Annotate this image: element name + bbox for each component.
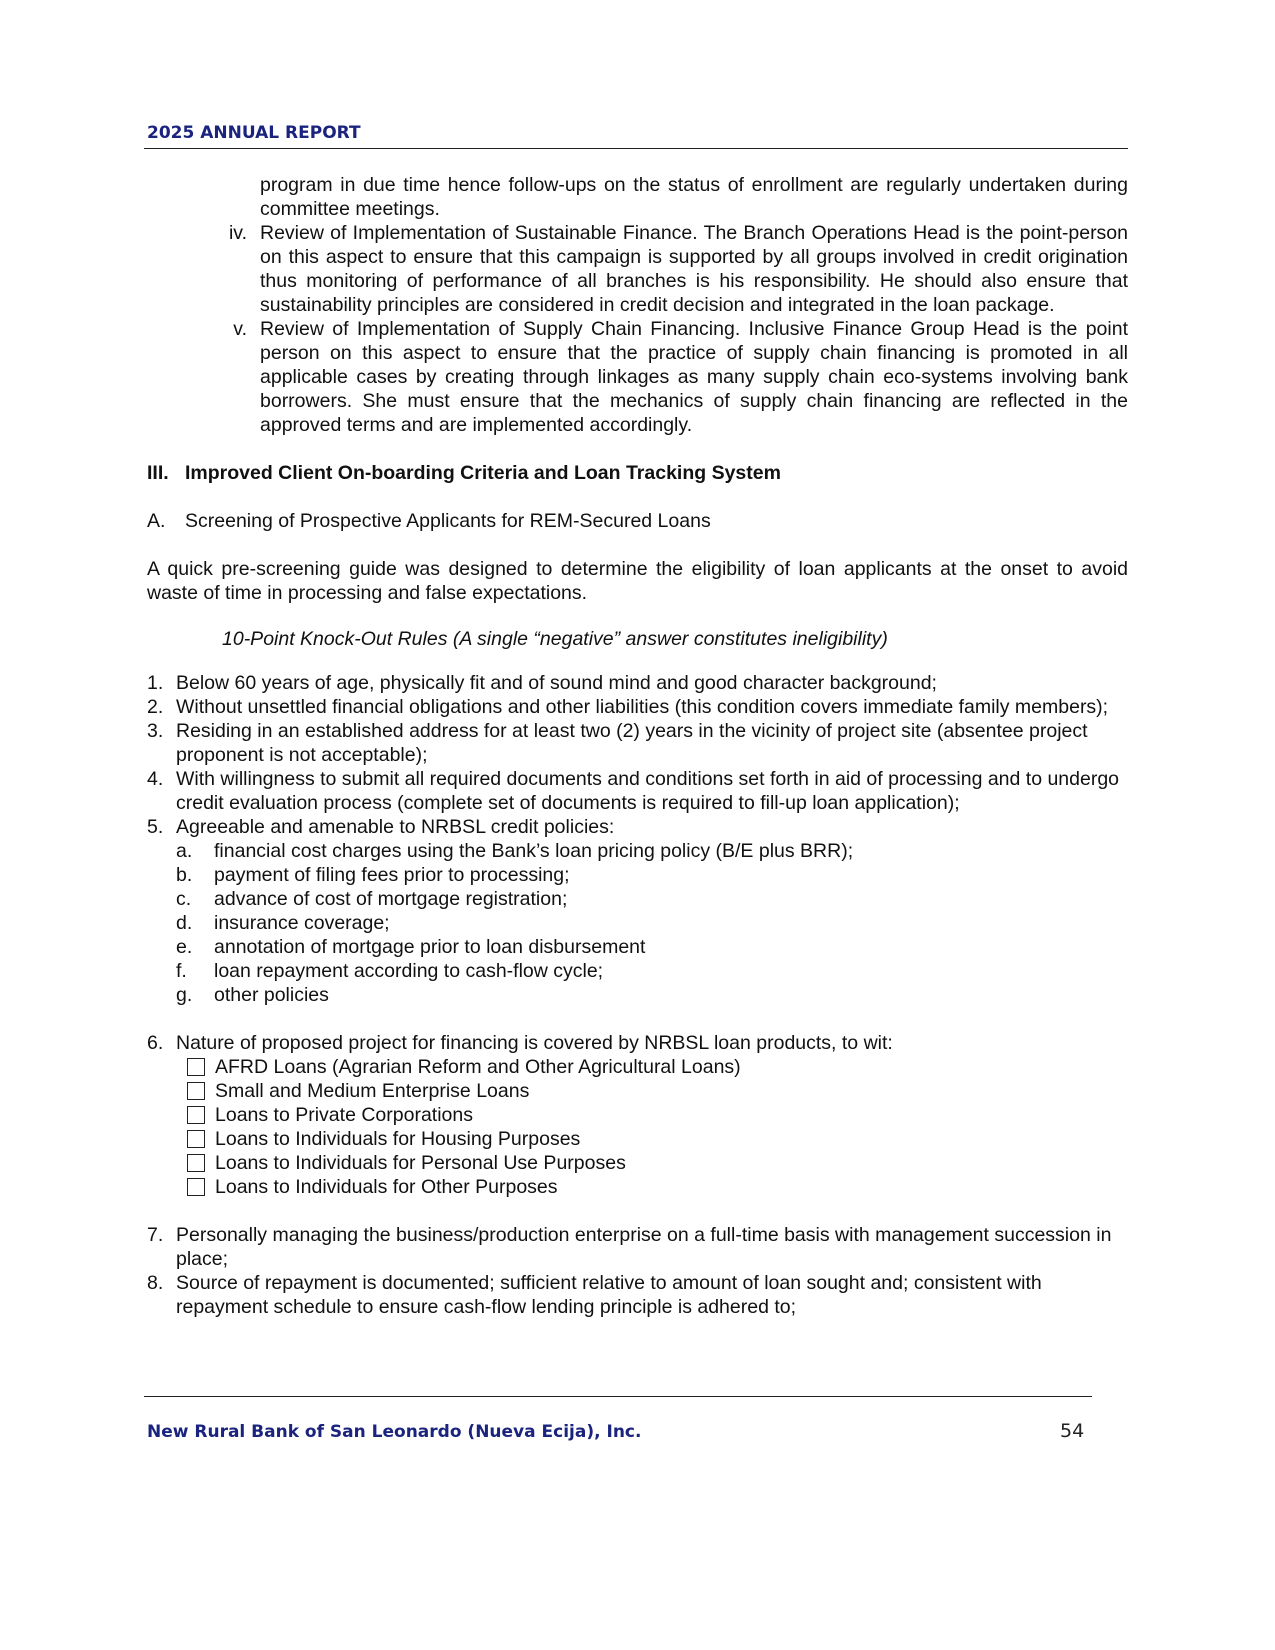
list-item-text: Source of repayment is documented; sufficient relative to amount of loan sought and; consistent with repayment schedule to ensure cash-flow lending principle is adhered to;	[176, 1272, 1042, 1318]
continuation-paragraph: program in due time hence follow-ups on the status of enrollment are regularly undertaken during committee meetings.	[260, 174, 1128, 220]
list-number: 5.	[147, 816, 164, 838]
list-number: 1.	[147, 672, 164, 694]
policy-letter: d.	[176, 912, 193, 934]
loan-product-option	[147, 1151, 1128, 1175]
footer-divider	[144, 1396, 1092, 1397]
roman-numeral: iv.	[228, 222, 247, 244]
loan-product-option	[147, 1055, 1128, 1079]
page-body	[147, 173, 1128, 1319]
checkbox-icon	[187, 1130, 205, 1148]
list-item-text: Residing in an established address for at least two (2) years in the vicinity of project site (absentee project proponent is not acceptable);	[176, 720, 1088, 766]
list-spacer	[147, 1007, 1128, 1031]
loan-product-label: Loans to Individuals for Housing Purposes	[215, 1128, 581, 1150]
list-item	[147, 1223, 1128, 1271]
policy-letter: e.	[176, 936, 193, 958]
list-item	[147, 1031, 1128, 1055]
roman-list-item	[147, 317, 1128, 437]
roman-list-item	[147, 221, 1128, 317]
list-item	[147, 1271, 1128, 1319]
policy-item	[147, 911, 1128, 935]
roman-item-text: Review of Implementation of Supply Chain Financing. Inclusive Finance Group Head is the point person on this aspect to ensure that the practice of supply chain financing is promoted in all applicable cases by creating through linkages as many supply chain eco-systems involving bank borrowers. She must ensure that the mechanics of supply chain financing are reflected in the approved terms and are implemented accordingly.	[260, 318, 1128, 436]
list-spacer	[147, 1199, 1128, 1223]
checkbox-icon	[187, 1106, 205, 1124]
policy-text: other policies	[214, 984, 329, 1006]
loan-product-option	[147, 1103, 1128, 1127]
list-item-text: Personally managing the business/production enterprise on a full-time basis with management succession in place;	[176, 1224, 1112, 1270]
footer-bank-name: New Rural Bank of San Leonardo (Nueva Ecija), Inc.	[147, 1422, 642, 1442]
policy-text: advance of cost of mortgage registration;	[214, 888, 568, 910]
loan-product-label: Loans to Private Corporations	[215, 1104, 473, 1126]
list-item-text: Agreeable and amenable to NRBSL credit policies:	[176, 816, 615, 838]
checkbox-icon	[187, 1154, 205, 1172]
section-title: Improved Client On-boarding Criteria and Loan Tracking System	[185, 462, 781, 484]
policy-item	[147, 887, 1128, 911]
subsection-title: Screening of Prospective Applicants for REM-Secured Loans	[185, 510, 711, 532]
checkbox-icon	[187, 1178, 205, 1196]
knockout-rules-list	[147, 671, 1128, 1319]
loan-product-option	[147, 1127, 1128, 1151]
policy-text: annotation of mortgage prior to loan disbursement	[214, 936, 646, 958]
loan-product-label: Loans to Individuals for Personal Use Purposes	[215, 1152, 626, 1174]
policy-text: insurance coverage;	[214, 912, 390, 934]
intro-paragraph: A quick pre-screening guide was designed to determine the eligibility of loan applicants at the onset to avoid waste of time in processing and false expectations.	[147, 558, 1128, 604]
checkbox-icon	[187, 1082, 205, 1100]
list-item	[147, 719, 1128, 767]
policy-item	[147, 863, 1128, 887]
section-heading	[147, 461, 1128, 485]
rules-caption: 10-Point Knock-Out Rules (A single “negative” answer constitutes ineligibility)	[222, 628, 888, 650]
policy-text: financial cost charges using the Bank’s loan pricing policy (B/E plus BRR);	[214, 840, 854, 862]
list-item-text: Nature of proposed project for financing is covered by NRBSL loan products, to wit:	[176, 1032, 893, 1054]
header-divider	[144, 148, 1128, 149]
list-number: 3.	[147, 720, 164, 742]
policy-letter: c.	[176, 888, 192, 910]
policy-letter: g.	[176, 984, 193, 1006]
list-number: 2.	[147, 696, 164, 718]
policy-item	[147, 935, 1128, 959]
policy-letter: f.	[176, 960, 187, 982]
loan-product-option	[147, 1079, 1128, 1103]
list-number: 7.	[147, 1224, 164, 1246]
list-number: 8.	[147, 1272, 164, 1294]
loan-product-label: Loans to Individuals for Other Purposes	[215, 1176, 558, 1198]
policy-letter: b.	[176, 864, 193, 886]
list-item	[147, 695, 1128, 719]
policy-letter: a.	[176, 840, 193, 862]
roman-item-text: Review of Implementation of Sustainable Finance. The Branch Operations Head is the point-person on this aspect to ensure that this campaign is supported by all groups involved in credit origination thus monitoring of performance of all branches is his responsibility. He should also ensure that sustainability principles are considered in credit decision and integrated in the loan package.	[260, 222, 1128, 316]
list-number: 6.	[147, 1032, 164, 1054]
policy-text: loan repayment according to cash-flow cycle;	[214, 960, 604, 982]
policy-text: payment of filing fees prior to processing;	[214, 864, 570, 886]
list-item	[147, 815, 1128, 839]
list-item-text: With willingness to submit all required documents and conditions set forth in aid of processing and to undergo credit evaluation process (complete set of documents is required to fill-up loan application);	[176, 768, 1120, 814]
subsection-heading	[147, 509, 1128, 533]
roman-numeral: v.	[233, 318, 247, 340]
policy-item	[147, 839, 1128, 863]
checkbox-icon	[187, 1058, 205, 1076]
policy-item	[147, 983, 1128, 1007]
subsection-letter: A.	[147, 510, 166, 532]
loan-product-label: Small and Medium Enterprise Loans	[215, 1080, 530, 1102]
loan-product-label: AFRD Loans (Agrarian Reform and Other Agricultural Loans)	[215, 1056, 741, 1078]
loan-product-option	[147, 1175, 1128, 1199]
list-number: 4.	[147, 768, 164, 790]
list-item	[147, 671, 1128, 695]
section-number: III.	[147, 462, 169, 484]
policy-item	[147, 959, 1128, 983]
report-header-title: 2025 ANNUAL REPORT	[147, 123, 361, 143]
list-item	[147, 767, 1128, 815]
list-item-text: Below 60 years of age, physically fit and of sound mind and good character background;	[176, 672, 937, 694]
list-item-text: Without unsettled financial obligations and other liabilities (this condition covers immediate family members);	[176, 696, 1109, 718]
page-number: 54	[1060, 1420, 1085, 1442]
